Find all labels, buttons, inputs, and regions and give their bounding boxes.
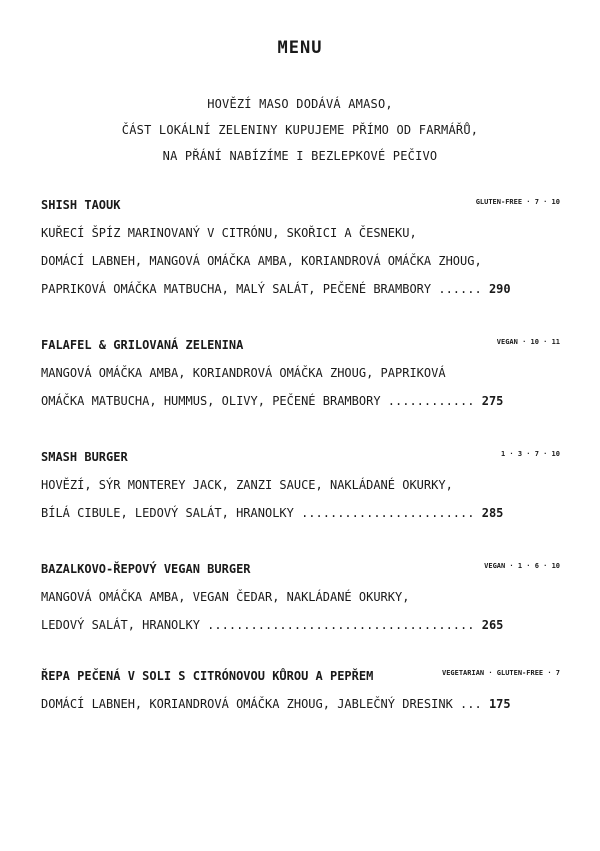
menu-item-shish-taouk [41,197,560,309]
item-description-line: DOMÁCÍ LABNEH, MANGOVÁ OMÁČKA AMBA, KORIANDROVÁ OMÁČKA ZHOUG, [41,254,482,268]
item-allergens: VEGAN · 1 · 6 · 10 [484,562,560,570]
item-description-line: MANGOVÁ OMÁČKA AMBA, KORIANDROVÁ OMÁČKA ZHOUG, PAPRIKOVÁ [41,366,446,380]
item-price: 175 [488,697,511,711]
menu-item-vegan-burger [41,561,560,645]
item-price: 275 [481,394,504,408]
intro-line: ČÁST LOKÁLNÍ ZELENINY KUPUJEME PŘÍMO OD FARMÁŘŮ, [121,123,479,137]
intro-line: NA PŘÁNÍ NABÍZÍME I BEZLEPKOVÉ PEČIVO [162,149,438,163]
menu-item-repa [41,668,560,724]
item-description-line: OMÁČKA MATBUCHA, HUMMUS, OLIVY, PEČENÉ BRAMBORY ............ [41,394,475,408]
item-price: 285 [481,506,504,520]
item-name: FALAFEL & GRILOVANÁ ZELENINA [41,338,244,352]
item-price: 290 [488,282,511,296]
item-description-line: LEDOVÝ SALÁT, HRANOLKY ..................................... [41,618,475,632]
item-allergens: VEGETARIAN · GLUTEN-FREE · 7 [441,669,560,677]
item-price: 265 [481,618,504,632]
item-allergens: VEGAN · 10 · 11 [496,338,560,346]
item-description-line: BÍLÁ CIBULE, LEDOVÝ SALÁT, HRANOLKY ........................ [41,506,475,520]
menu-title: MENU [277,38,323,58]
menu-item-smash-burger [41,449,560,533]
item-allergens: 1 · 3 · 7 · 10 [500,450,560,458]
item-name: ŘEPA PEČENÁ V SOLI S CITRÓNOVOU KŮROU A PEPŘEM [41,669,374,683]
intro-line: HOVĚZÍ MASO DODÁVÁ AMASO, [207,97,393,111]
item-name: SMASH BURGER [41,450,128,464]
item-name: BAZALKOVO-ŘEPOVÝ VEGAN BURGER [41,562,251,576]
item-description-line: DOMÁCÍ LABNEH, KORIANDROVÁ OMÁČKA ZHOUG, JABLEČNÝ DRESINK ... [41,697,482,711]
menu-item-falafel [41,337,560,421]
item-name: SHISH TAOUK [41,198,121,212]
intro-text [0,96,600,174]
item-description-line: KUŘECÍ ŠPÍZ MARINOVANÝ V CITRÓNU, SKOŘICI A ČESNEKU, [41,226,417,240]
item-description-line: MANGOVÁ OMÁČKA AMBA, VEGAN ČEDAR, NAKLÁDANÉ OKURKY, [41,590,410,604]
item-allergens: GLUTEN-FREE · 7 · 10 [475,198,560,206]
item-description-line: PAPRIKOVÁ OMÁČKA MATBUCHA, MALÝ SALÁT, PEČENÉ BRAMBORY ...... [41,282,482,296]
item-description-line: HOVĚZÍ, SÝR MONTEREY JACK, ZANZI SAUCE, NAKLÁDANÉ OKURKY, [41,478,453,492]
